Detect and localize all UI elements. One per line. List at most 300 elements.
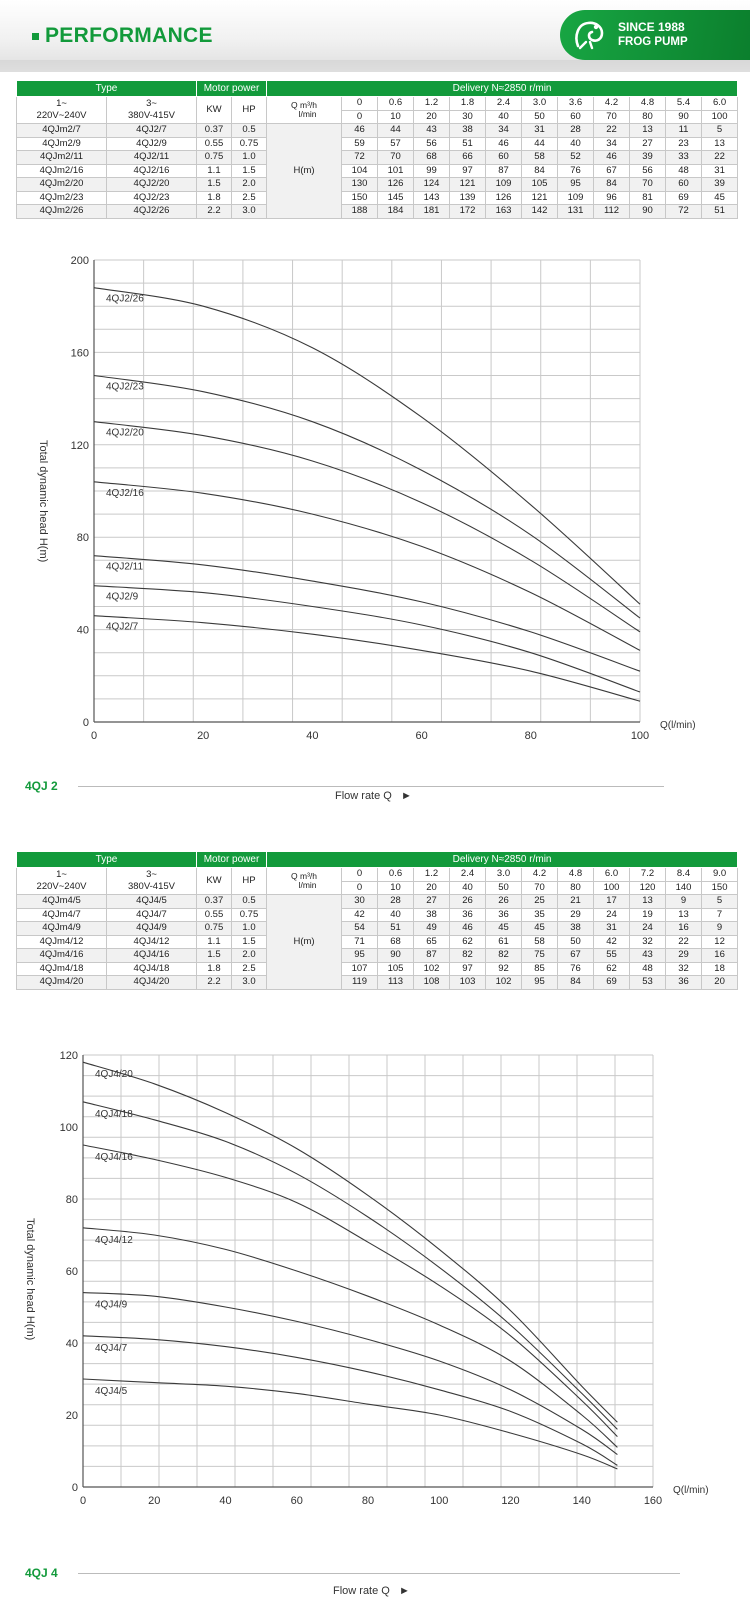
single-phase-header: 1~ 220V~240V — [17, 868, 107, 895]
q-lmin-cell: 40 — [486, 110, 522, 124]
table-row — [17, 976, 738, 990]
head-value: 13 — [630, 124, 666, 138]
head-value: 96 — [594, 191, 630, 205]
y-tick-label: 120 — [70, 439, 89, 452]
q-lmin-cell: 150 — [702, 881, 738, 895]
head-value: 142 — [522, 205, 558, 219]
q-lmin-cell: 100 — [702, 110, 738, 124]
head-value: 109 — [558, 191, 594, 205]
head-value: 29 — [558, 908, 594, 922]
y-tick-label: 0 — [71, 1482, 78, 1494]
q-m3h-cell: 5.4 — [666, 97, 702, 111]
head-value: 38 — [414, 908, 450, 922]
head-value: 11 — [666, 124, 702, 138]
kw-value: 0.37 — [197, 124, 232, 138]
y-tick-label: 40 — [76, 624, 89, 637]
head-value: 126 — [378, 178, 414, 192]
motor-power-header: Motor power — [197, 81, 267, 97]
head-value: 82 — [450, 949, 486, 963]
table-row — [17, 949, 738, 963]
hp-header: HP — [232, 868, 267, 895]
head-value: 52 — [558, 151, 594, 165]
head-value: 46 — [450, 922, 486, 936]
head-value: 17 — [594, 895, 630, 909]
kw-value: 0.55 — [197, 908, 232, 922]
q-m3h-cell: 8.4 — [666, 868, 702, 882]
q-lmin-cell: 40 — [450, 881, 486, 895]
y-axis-label-chart2: Total dynamic head H(m) — [24, 1218, 36, 1341]
q-lmin-cell: 0 — [342, 881, 378, 895]
head-value: 12 — [702, 935, 738, 949]
three-phase-model: 4QJ2/7 — [107, 124, 197, 138]
head-value: 61 — [486, 935, 522, 949]
head-label: H(m) — [267, 895, 342, 990]
single-phase-header: 1~ 220V~240V — [17, 97, 107, 124]
head-value: 130 — [342, 178, 378, 192]
head-value: 163 — [486, 205, 522, 219]
head-value: 16 — [666, 922, 702, 936]
head-value: 124 — [414, 178, 450, 192]
hp-value: 2.0 — [232, 178, 267, 192]
table-row — [17, 124, 738, 138]
q-m3h-cell: 4.2 — [522, 868, 558, 882]
q-m3h-cell: 0.6 — [378, 868, 414, 882]
q-m3h-cell: 4.8 — [630, 97, 666, 111]
head-value: 184 — [378, 205, 414, 219]
head-value: 53 — [630, 976, 666, 990]
q-m3h-cell: 9.0 — [702, 868, 738, 882]
series-label: 4QJ4/16 — [95, 1152, 133, 1163]
table-row — [17, 137, 738, 151]
head-value: 84 — [594, 178, 630, 192]
type-header: Type — [17, 852, 197, 868]
head-value: 90 — [630, 205, 666, 219]
q-lmin-cell: 30 — [450, 110, 486, 124]
hp-value: 2.5 — [232, 962, 267, 976]
q-lmin-cell: 140 — [666, 881, 702, 895]
q-lmin-cell: 10 — [378, 110, 414, 124]
y-tick-label: 80 — [76, 532, 89, 545]
head-value: 9 — [666, 895, 702, 909]
head-value: 72 — [342, 151, 378, 165]
head-value: 65 — [414, 935, 450, 949]
head-value: 35 — [522, 908, 558, 922]
x-tick-label: 20 — [148, 1495, 161, 1507]
single-phase-model: 4QJm2/16 — [17, 164, 107, 178]
head-value: 36 — [486, 908, 522, 922]
head-value: 72 — [666, 205, 702, 219]
single-phase-model: 4QJm4/16 — [17, 949, 107, 963]
head-value: 13 — [702, 137, 738, 151]
series-line-4qj2-20 — [94, 422, 640, 632]
series-label: 4QJ4/20 — [95, 1069, 133, 1081]
head-value: 109 — [486, 178, 522, 192]
head-value: 105 — [378, 962, 414, 976]
head-value: 70 — [378, 151, 414, 165]
kw-value: 1.5 — [197, 178, 232, 192]
head-value: 85 — [522, 962, 558, 976]
hp-value: 1.5 — [232, 935, 267, 949]
kw-value: 1.1 — [197, 935, 232, 949]
head-value: 101 — [378, 164, 414, 178]
q-m3h-cell: 1.2 — [414, 868, 450, 882]
head-value: 24 — [594, 908, 630, 922]
single-phase-model: 4QJm4/20 — [17, 976, 107, 990]
q-m3h-cell: 6.0 — [702, 97, 738, 111]
x-tick-label: 60 — [290, 1495, 303, 1507]
head-value: 45 — [486, 922, 522, 936]
q-m3h-cell: 2.4 — [486, 97, 522, 111]
table-row — [17, 151, 738, 165]
q-lmin-cell: 70 — [594, 110, 630, 124]
footer-rule-chart2 — [78, 1573, 680, 1574]
three-phase-model: 4QJ4/20 — [107, 976, 197, 990]
hp-header: HP — [232, 97, 267, 124]
kw-value: 1.5 — [197, 949, 232, 963]
head-value: 32 — [630, 935, 666, 949]
head-value: 31 — [522, 124, 558, 138]
table-row — [17, 205, 738, 219]
head-value: 87 — [486, 164, 522, 178]
x-tick-label: 140 — [572, 1495, 591, 1507]
page-title: PERFORMANCE — [45, 24, 213, 47]
head-value: 30 — [342, 895, 378, 909]
head-value: 107 — [342, 962, 378, 976]
q-unit-header: Q m³/h l/min — [267, 97, 342, 124]
head-value: 113 — [378, 976, 414, 990]
series-label: 4QJ2/11 — [106, 561, 144, 573]
table-row — [17, 908, 738, 922]
head-value: 27 — [414, 895, 450, 909]
head-value: 26 — [450, 895, 486, 909]
x-tick-label: 60 — [415, 730, 428, 742]
kw-value: 0.75 — [197, 151, 232, 165]
head-value: 36 — [450, 908, 486, 922]
head-value: 84 — [522, 164, 558, 178]
brand-badge — [560, 10, 750, 60]
series-line-4qj2-11 — [94, 556, 640, 672]
three-phase-model: 4QJ4/12 — [107, 935, 197, 949]
head-value: 126 — [486, 191, 522, 205]
table-row — [17, 962, 738, 976]
hp-value: 3.0 — [232, 205, 267, 219]
single-phase-model: 4QJm2/26 — [17, 205, 107, 219]
footer-rule-chart1 — [78, 786, 664, 787]
head-value: 24 — [630, 922, 666, 936]
performance-chart-4qj4 — [0, 1040, 750, 1580]
table-row — [17, 922, 738, 936]
head-value: 42 — [342, 908, 378, 922]
single-phase-model: 4QJm4/5 — [17, 895, 107, 909]
q-lmin-cell: 80 — [558, 881, 594, 895]
head-value: 62 — [450, 935, 486, 949]
single-phase-model: 4QJm4/18 — [17, 962, 107, 976]
x-tick-label: 100 — [430, 1495, 449, 1507]
head-value: 143 — [414, 191, 450, 205]
frog-logo-icon — [572, 18, 608, 52]
series-line-4qj2-7 — [94, 616, 640, 702]
kw-value: 0.75 — [197, 922, 232, 936]
head-value: 90 — [378, 949, 414, 963]
head-value: 84 — [558, 976, 594, 990]
hp-value: 2.0 — [232, 949, 267, 963]
chart-4qj2-svg — [0, 255, 750, 815]
y-tick-label: 0 — [82, 717, 89, 729]
three-phase-header: 3~ 380V-415V — [107, 868, 197, 895]
head-value: 38 — [450, 124, 486, 138]
three-phase-model: 4QJ2/9 — [107, 137, 197, 151]
head-value: 67 — [558, 949, 594, 963]
x-tick-label: 100 — [630, 730, 650, 742]
head-value: 5 — [702, 895, 738, 909]
single-phase-model: 4QJm4/7 — [17, 908, 107, 922]
q-m3h-cell: 4.2 — [594, 97, 630, 111]
q-unit-header: Q m³/h l/min — [267, 868, 342, 895]
model-label-chart2: 4QJ 4 — [25, 1566, 58, 1580]
head-value: 42 — [594, 935, 630, 949]
x-axis-label-chart1: Flow rate Q ► — [335, 790, 412, 802]
y-axis-label-chart1: Total dynamic head H(m) — [37, 440, 49, 563]
motor-power-header: Motor power — [197, 852, 267, 868]
head-value: 59 — [342, 137, 378, 151]
q-m3h-cell: 7.2 — [630, 868, 666, 882]
head-value: 108 — [414, 976, 450, 990]
q-lmin-cell: 100 — [594, 881, 630, 895]
y-tick-label: 160 — [70, 347, 89, 360]
series-label: 4QJ2/9 — [106, 591, 139, 603]
single-phase-model: 4QJm4/12 — [17, 935, 107, 949]
performance-chart-4qj2 — [0, 255, 750, 815]
hp-value: 1.0 — [232, 922, 267, 936]
head-value: 69 — [666, 191, 702, 205]
head-value: 40 — [378, 908, 414, 922]
head-value: 119 — [342, 976, 378, 990]
head-value: 54 — [342, 922, 378, 936]
kw-value: 0.55 — [197, 137, 232, 151]
series-label: 4QJ2/23 — [106, 381, 144, 393]
single-phase-model: 4QJm4/9 — [17, 922, 107, 936]
q-m3h-cell: 1.8 — [450, 97, 486, 111]
brand-name: FROG PUMP — [618, 36, 688, 48]
head-value: 70 — [630, 178, 666, 192]
head-value: 31 — [594, 922, 630, 936]
title-bullet-icon — [32, 33, 39, 40]
head-value: 62 — [594, 962, 630, 976]
series-label: 4QJ4/12 — [95, 1234, 133, 1246]
head-value: 45 — [522, 922, 558, 936]
head-value: 22 — [594, 124, 630, 138]
table-row — [17, 178, 738, 192]
y-tick-label: 20 — [65, 1410, 78, 1422]
three-phase-model: 4QJ4/5 — [107, 895, 197, 909]
hp-value: 0.5 — [232, 895, 267, 909]
delivery-header: Delivery N≈2850 r/min — [267, 81, 738, 97]
series-label: 4QJ2/7 — [106, 621, 139, 633]
head-value: 76 — [558, 164, 594, 178]
kw-header: KW — [197, 868, 232, 895]
x-tick-label: 160 — [643, 1495, 663, 1507]
head-value: 21 — [558, 895, 594, 909]
head-value: 121 — [450, 178, 486, 192]
head-value: 48 — [630, 962, 666, 976]
head-value: 26 — [486, 895, 522, 909]
q-m3h-cell: 0 — [342, 868, 378, 882]
head-value: 33 — [666, 151, 702, 165]
head-value: 23 — [666, 137, 702, 151]
hp-value: 1.5 — [232, 164, 267, 178]
performance-table-4qj4 — [16, 851, 738, 990]
x-tick-label: 0 — [90, 730, 98, 742]
q-m3h-cell: 4.8 — [558, 868, 594, 882]
head-value: 27 — [630, 137, 666, 151]
single-phase-model: 4QJm2/20 — [17, 178, 107, 192]
head-value: 44 — [522, 137, 558, 151]
header-shadow — [0, 60, 750, 72]
head-value: 181 — [414, 205, 450, 219]
hp-value: 0.75 — [232, 137, 267, 151]
y-tick-label: 100 — [59, 1122, 78, 1134]
head-value: 46 — [342, 124, 378, 138]
q-lmin-cell: 60 — [558, 110, 594, 124]
head-value: 38 — [558, 922, 594, 936]
kw-value: 1.8 — [197, 962, 232, 976]
head-value: 18 — [702, 962, 738, 976]
head-value: 36 — [666, 976, 702, 990]
head-value: 95 — [342, 949, 378, 963]
head-value: 45 — [702, 191, 738, 205]
head-value: 39 — [702, 178, 738, 192]
single-phase-model: 4QJm2/23 — [17, 191, 107, 205]
hp-value: 3.0 — [232, 976, 267, 990]
head-value: 131 — [558, 205, 594, 219]
chart-4qj4-svg — [0, 1040, 750, 1580]
head-value: 139 — [450, 191, 486, 205]
series-label: 4QJ4/5 — [95, 1386, 128, 1397]
kw-value: 1.8 — [197, 191, 232, 205]
three-phase-model: 4QJ4/7 — [107, 908, 197, 922]
x-tick-label: 0 — [79, 1495, 87, 1507]
q-lmin-cell: 20 — [414, 881, 450, 895]
x-tick-label: 80 — [361, 1495, 375, 1507]
series-line-4qj4-9 — [83, 1293, 617, 1455]
q-lmin-cell: 10 — [378, 881, 414, 895]
table-row — [17, 191, 738, 205]
q-m3h-cell: 3.0 — [486, 868, 522, 882]
head-value: 95 — [522, 976, 558, 990]
head-value: 58 — [522, 151, 558, 165]
head-value: 57 — [378, 137, 414, 151]
head-value: 9 — [702, 922, 738, 936]
kw-header: KW — [197, 97, 232, 124]
y-tick-label: 120 — [59, 1050, 78, 1062]
head-value: 51 — [702, 205, 738, 219]
q-m3h-cell: 3.6 — [558, 97, 594, 111]
hp-value: 2.5 — [232, 191, 267, 205]
three-phase-model: 4QJ2/23 — [107, 191, 197, 205]
head-value: 46 — [486, 137, 522, 151]
x-tick-label: 80 — [524, 730, 537, 742]
head-value: 92 — [486, 962, 522, 976]
single-phase-model: 4QJm2/9 — [17, 137, 107, 151]
hp-value: 1.0 — [232, 151, 267, 165]
head-value: 102 — [486, 976, 522, 990]
q-lmin-cell: 50 — [486, 881, 522, 895]
head-value: 145 — [378, 191, 414, 205]
head-value: 16 — [702, 949, 738, 963]
q-m3h-cell: 3.0 — [522, 97, 558, 111]
head-value: 28 — [558, 124, 594, 138]
single-phase-model: 4QJm2/11 — [17, 151, 107, 165]
table-row — [17, 164, 738, 178]
head-value: 34 — [486, 124, 522, 138]
head-value: 172 — [450, 205, 486, 219]
head-value: 34 — [594, 137, 630, 151]
head-value: 87 — [414, 949, 450, 963]
series-label: 4QJ4/9 — [95, 1299, 128, 1311]
q-lmin-cell: 50 — [522, 110, 558, 124]
three-phase-header: 3~ 380V-415V — [107, 97, 197, 124]
head-value: 95 — [558, 178, 594, 192]
table-row — [17, 895, 738, 909]
three-phase-model: 4QJ2/11 — [107, 151, 197, 165]
three-phase-model: 4QJ4/9 — [107, 922, 197, 936]
q-m3h-cell: 1.2 — [414, 97, 450, 111]
three-phase-model: 4QJ2/16 — [107, 164, 197, 178]
page-header — [0, 0, 750, 72]
x-unit-label: Q(l/min) — [660, 720, 696, 731]
y-tick-label: 40 — [65, 1338, 78, 1350]
head-value: 103 — [450, 976, 486, 990]
head-value: 69 — [594, 976, 630, 990]
brand-since: SINCE 1988 — [618, 20, 685, 34]
head-value: 56 — [414, 137, 450, 151]
head-value: 48 — [666, 164, 702, 178]
q-lmin-cell: 20 — [414, 110, 450, 124]
head-value: 13 — [666, 908, 702, 922]
x-tick-label: 20 — [197, 730, 210, 742]
head-value: 25 — [522, 895, 558, 909]
head-value: 68 — [378, 935, 414, 949]
kw-value: 2.2 — [197, 205, 232, 219]
q-lmin-cell: 120 — [630, 881, 666, 895]
head-value: 20 — [702, 976, 738, 990]
q-lmin-cell: 80 — [630, 110, 666, 124]
head-value: 51 — [450, 137, 486, 151]
three-phase-model: 4QJ4/16 — [107, 949, 197, 963]
head-value: 121 — [522, 191, 558, 205]
head-value: 58 — [522, 935, 558, 949]
head-value: 75 — [522, 949, 558, 963]
kw-value: 2.2 — [197, 976, 232, 990]
q-m3h-cell: 0.6 — [378, 97, 414, 111]
head-value: 51 — [378, 922, 414, 936]
x-tick-label: 40 — [306, 730, 319, 742]
series-line-4qj4-5 — [83, 1379, 617, 1469]
q-m3h-cell: 2.4 — [450, 868, 486, 882]
hp-value: 0.5 — [232, 124, 267, 138]
head-value: 76 — [558, 962, 594, 976]
head-value: 32 — [666, 962, 702, 976]
series-line-4qj2-16 — [94, 482, 640, 651]
head-value: 44 — [378, 124, 414, 138]
performance-table-4qj2 — [16, 80, 738, 219]
head-value: 67 — [594, 164, 630, 178]
head-value: 22 — [702, 151, 738, 165]
delivery-header: Delivery N≈2850 r/min — [267, 852, 738, 868]
head-value: 40 — [558, 137, 594, 151]
head-value: 188 — [342, 205, 378, 219]
series-label: 4QJ2/26 — [106, 293, 144, 305]
